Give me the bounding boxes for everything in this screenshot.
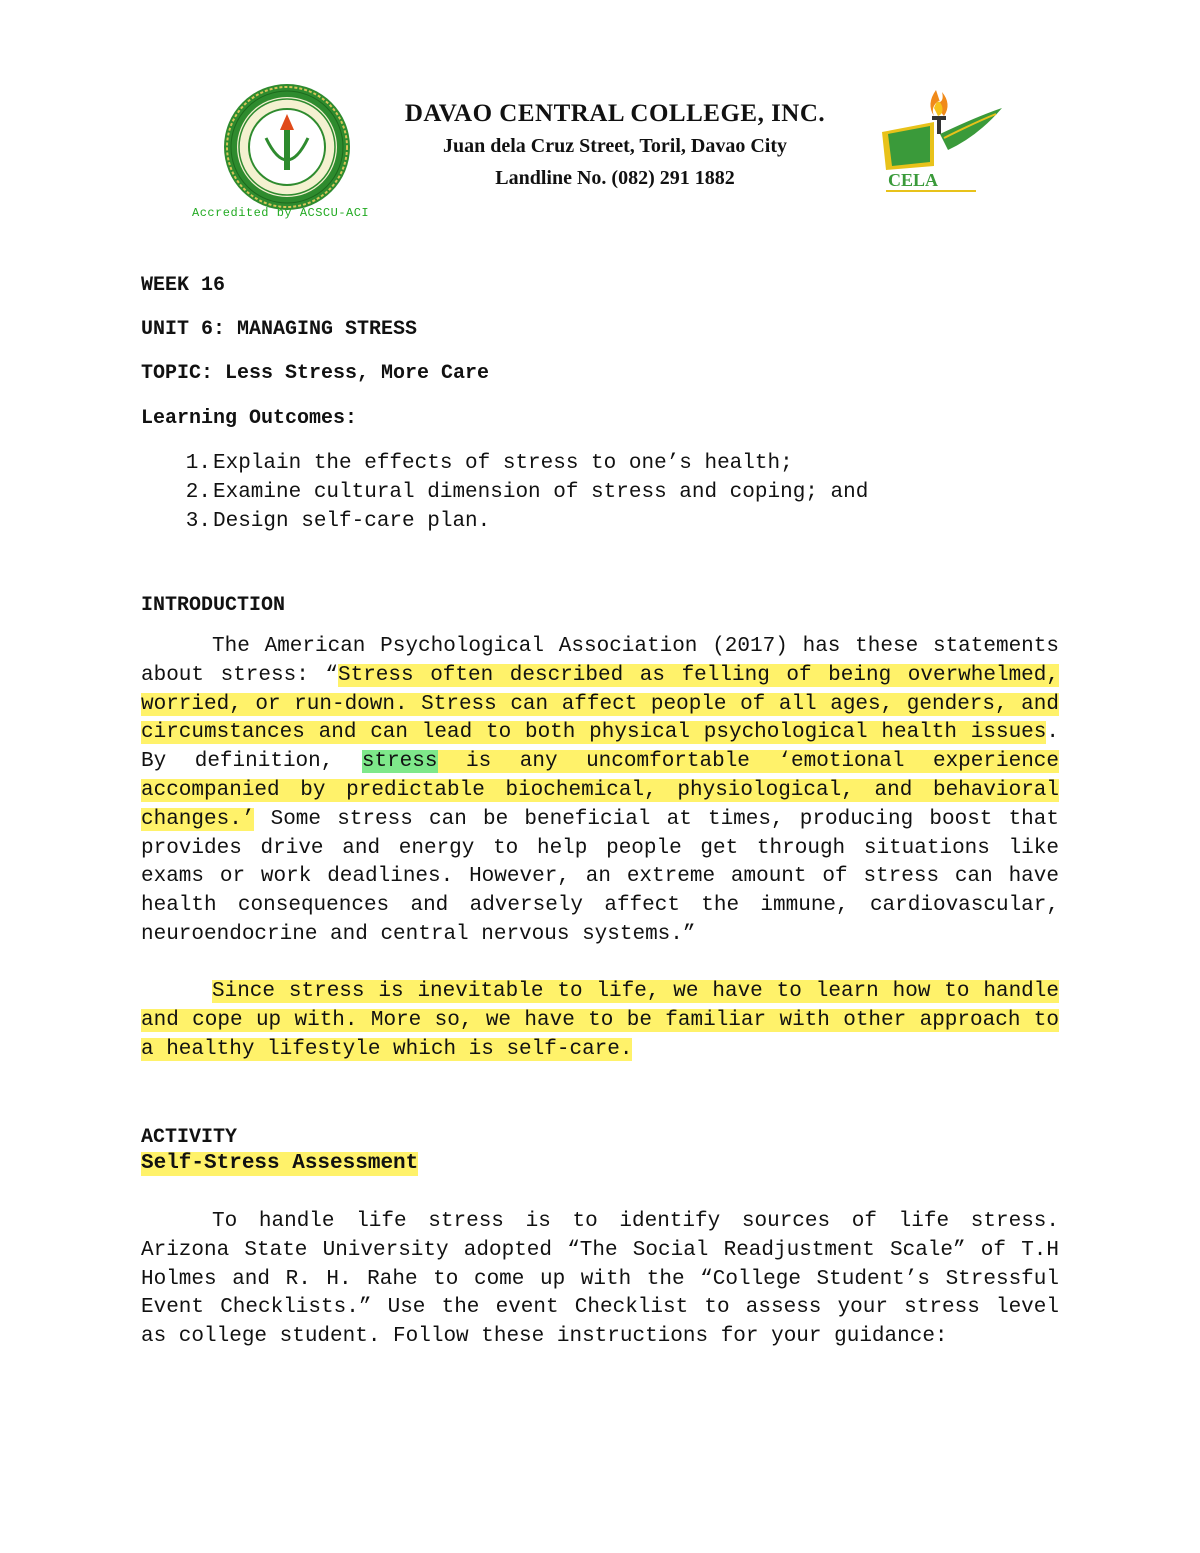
college-address: Juan dela Cruz Street, Toril, Davao City (442, 135, 788, 157)
list-number: 1. (185, 452, 211, 475)
highlighted-term: stress (361, 750, 438, 774)
activity-subheading: Self-Stress Assessment (141, 1152, 419, 1175)
learning-outcomes-list (141, 449, 868, 536)
introduction-paragraph-2 (141, 978, 1059, 1064)
letterhead (380, 98, 850, 194)
list-item (141, 507, 868, 536)
list-number: 2. (185, 481, 211, 504)
activity-paragraph (141, 1208, 1059, 1352)
introduction-heading: INTRODUCTION (141, 594, 286, 617)
list-text: Explain the effects of stress to one’s health; (213, 452, 793, 475)
topic-title: TOPIC: Less Stress, More Care (141, 362, 490, 385)
college-seal-icon (222, 82, 352, 212)
college-landline: Landline No. (082) 291 1882 (495, 167, 735, 189)
highlighted-text: Since stress is inevitable to life, we have to learn how to handle and cope up with. More so, we have to be familiar with other approach to a healthy lifestyle which is self-care. (141, 980, 1059, 1061)
highlighted-text: is any uncomfortable ‘emotional experience accompanied by predictable biochemical, physiological, and behavioral changes.’ (141, 750, 1059, 831)
list-item (141, 449, 868, 478)
cela-logo-icon (878, 86, 1004, 198)
college-name: DAVAO CENTRAL COLLEGE, INC. (404, 100, 826, 127)
highlighted-text: Stress often described as felling of being overwhelmed, worried, or run-down. Stress can affect people of all ages, genders, and circumstances and can lead to both physical psychological health issues (141, 663, 1059, 745)
activity-text: To handle life stress is to identify sources of life stress. Arizona State University adopted “The Social Readjustment Scale” of T.H Holmes and R. H. Rahe to come up with the “College Student’s Stressful Event Checklists.” Use the event Checklist to assess your stress level as college student. Follow these instructions for your guidance: (141, 1210, 1059, 1349)
unit-title: UNIT 6: MANAGING STRESS (141, 318, 418, 341)
list-text: Examine cultural dimension of stress and coping; and (213, 481, 869, 504)
activity-heading: ACTIVITY (141, 1126, 238, 1149)
intro-text: The American Psychological Association (2017) has these statements about stress: “ (141, 635, 1059, 687)
list-item (141, 478, 868, 507)
list-number: 3. (185, 510, 211, 533)
svg-text:CELA: CELA (888, 170, 939, 190)
outcomes-heading: Learning Outcomes: (141, 407, 358, 430)
intro-text: Some stress can be beneficial at times, producing boost that provides drive and energy to help people get through situations like exams or work deadlines. However, an extreme amount of stress can have health consequences and adversely affect the immune, cardiovascular, neuroendocrine and central nervous systems.” (141, 807, 1059, 946)
accreditation-text: Accredited by ACSCU-ACI (192, 206, 370, 220)
introduction-paragraph-1 (141, 633, 1059, 950)
list-text: Design self-care plan. (213, 510, 491, 533)
intro-text: . By definition, (141, 721, 1059, 774)
week-label: WEEK 16 (141, 274, 226, 297)
